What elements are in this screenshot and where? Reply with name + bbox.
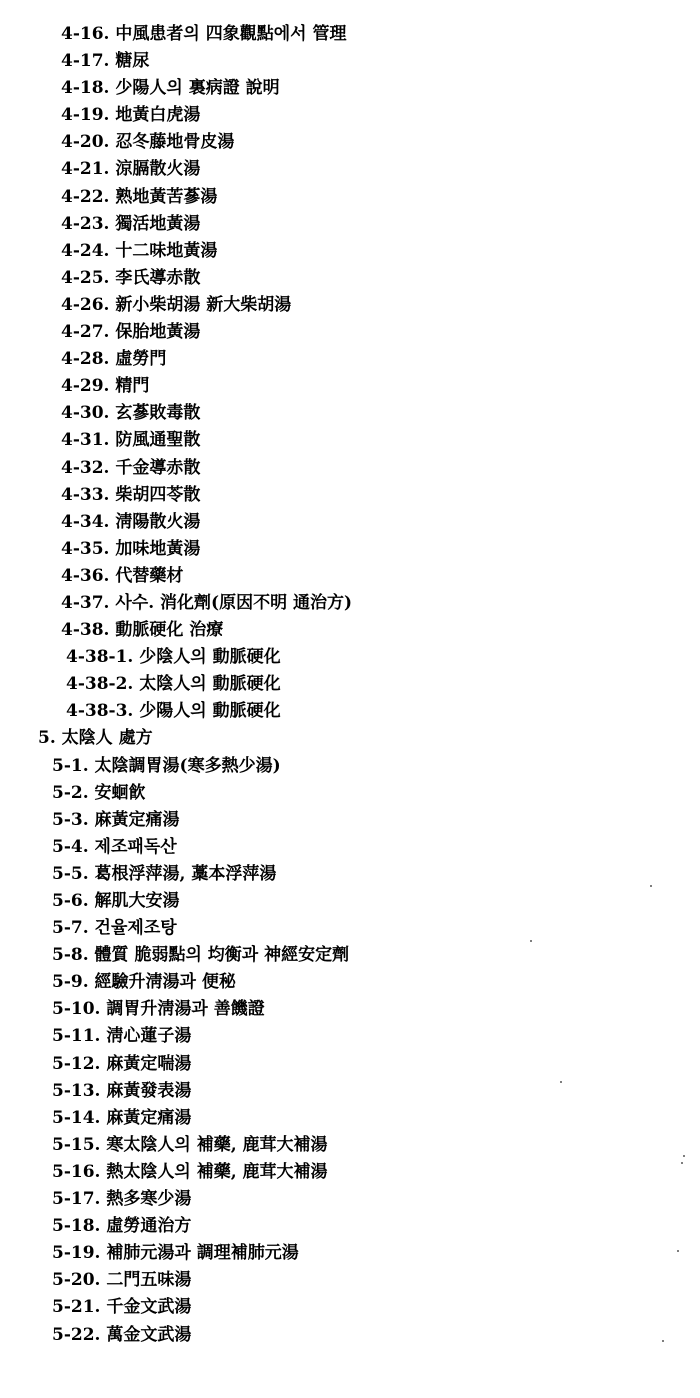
toc-entry: 5-13. 麻黃發表湯 [52,1080,192,1101]
toc-section-heading: 5. 太陰人 處方 [38,728,153,749]
toc-entry: 4-26. 新小柴胡湯 新大柴胡湯 [61,294,292,315]
toc-entry: 4-20. 忍冬藤地骨皮湯 [61,132,235,153]
toc-entry: 5-17. 熱多寒少湯 [52,1189,192,1210]
toc-entry: 4-18. 少陽人의 裏病證 說明 [61,78,280,99]
toc-entry: 5-2. 安蛔飮 [52,782,146,803]
scan-speck [650,885,652,887]
toc-entry: 4-25. 李氏導赤散 [61,267,201,288]
toc-entry: 4-24. 十二味地黃湯 [61,240,218,261]
toc-entry: 5-11. 淸心蓮子湯 [52,1026,192,1047]
toc-entry: 4-33. 柴胡四苓散 [61,484,201,505]
toc-entry: 4-37. 사수. 消化劑(原因不明 通治方) [61,592,353,613]
toc-entry: 4-32. 千金導赤散 [61,457,201,478]
toc-entry: 4-36. 代替藥材 [61,565,184,586]
scan-speck [560,1081,562,1083]
toc-entry: 5-8. 體質 脆弱點의 均衡과 神經安定劑 [52,945,350,966]
toc-entry: 5-9. 經驗升淸湯과 便秘 [52,972,236,993]
toc-entry: 4-16. 中風患者의 四象觀點에서 管理 [61,24,347,44]
toc-entry: 4-38. 動脈硬化 治療 [61,620,224,641]
toc-subentry: 4-38-1. 少陰人의 動脈硬化 [66,647,281,668]
table-of-contents [0,21,700,1349]
scan-speck [677,1250,679,1252]
toc-entry: 4-29. 精門 [61,376,150,397]
toc-entry: 5-5. 葛根浮萍湯, 藁本浮萍湯 [52,863,277,884]
toc-entry: 5-10. 調胃升淸湯과 善饑證 [52,999,265,1020]
toc-entry: 4-23. 獨活地黃湯 [61,213,201,234]
toc-entry: 5-20. 二門五味湯 [52,1270,192,1291]
toc-entry: 4-19. 地黃白虎湯 [61,105,201,126]
scan-speck [530,940,532,942]
toc-entry: 5-1. 太陰調胃湯(寒多熱少湯) [52,755,281,776]
toc-entry: 5-21. 千金文武湯 [52,1297,192,1318]
toc-entry: 4-21. 涼膈散火湯 [61,159,201,180]
toc-entry: 5-4. 제조패독산 [52,836,177,857]
toc-entry: 4-27. 保胎地黃湯 [61,322,201,343]
toc-entry: 5-7. 건율제조탕 [52,918,177,939]
toc-entry: 5-18. 虛勞通治方 [52,1216,192,1237]
toc-entry: 5-22. 萬金文武湯 [52,1324,192,1345]
toc-entry: 5-12. 麻黃定喘湯 [52,1053,192,1074]
toc-entry: 4-34. 淸陽散火湯 [61,511,201,532]
toc-entry: 5-14. 麻黃定痛湯 [52,1107,192,1128]
toc-entry: 4-35. 加味地黃湯 [61,538,201,559]
toc-entry: 5-15. 寒太陰人의 補藥, 鹿茸大補湯 [52,1134,328,1155]
scan-speck [681,1162,683,1164]
toc-entry: 5-16. 熱太陰人의 補藥, 鹿茸大補湯 [52,1161,328,1182]
toc-entry: 5-3. 麻黃定痛湯 [52,809,180,830]
toc-subentry: 4-38-2. 太陰人의 動脈硬化 [66,674,281,695]
scan-speck [683,1155,685,1157]
toc-entry: 4-17. 糖尿 [61,51,150,72]
toc-entry: 5-19. 補肺元湯과 調理補肺元湯 [52,1243,299,1264]
toc-entry: 5-6. 解肌大安湯 [52,891,180,911]
toc-entry: 4-22. 熟地黃苦蔘湯 [61,186,218,207]
toc-entry: 4-31. 防風通聖散 [61,430,201,451]
toc-subentry: 4-38-3. 少陽人의 動脈硬化 [66,701,281,722]
toc-entry: 4-30. 玄蔘敗毒散 [61,403,201,424]
toc-entry: 4-28. 虛勞門 [61,349,167,370]
scan-speck [662,1340,664,1342]
